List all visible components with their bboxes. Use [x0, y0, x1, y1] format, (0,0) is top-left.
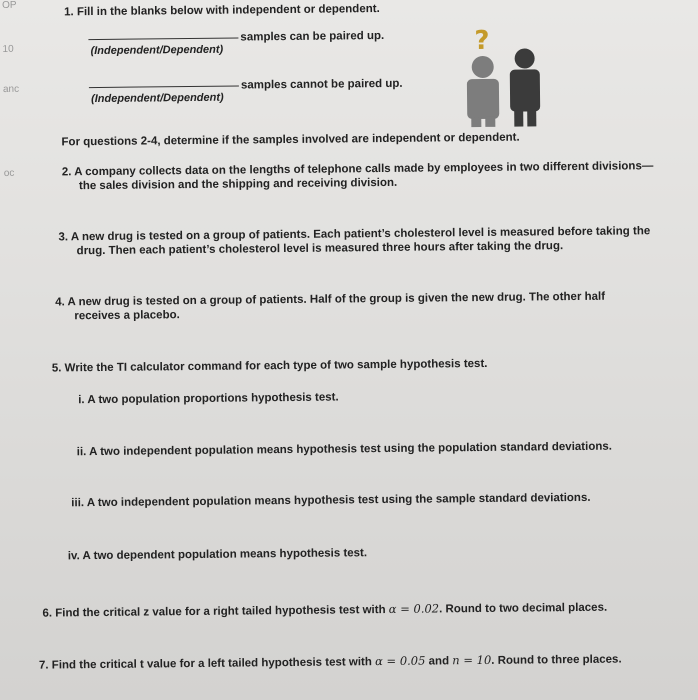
question-1-prompt: 1. Fill in the blanks below with independent or dependent. — [64, 3, 380, 19]
question-4-line1: 4. A new drug is tested on a group of patients. Half of the group is given the new drug. The other half — [55, 290, 606, 309]
question-2-line1: 2. A company collects data on the lengths of telephone calls made by employees in two different divisions— — [61, 160, 654, 179]
question-7-text: 7. Find the critical t value for a left tailed hypothesis test with — [38, 656, 372, 672]
q1-row1-text: samples can be paired up. — [240, 29, 385, 44]
q1-row1-hint: (Independent/Dependent) — [90, 43, 224, 58]
question-6-text: 6. Find the critical z value for a right tailed hypothesis test with — [42, 603, 386, 620]
question-5-item-iv: iv. A two dependent population means hypothesis test. — [67, 547, 368, 563]
answer-blank-1[interactable] — [88, 38, 238, 41]
question-5-item-ii: ii. A two independent population means hypothesis test using the population standard deviations. — [76, 440, 612, 459]
question-5-prompt: 5. Write the TI calculator command for each type of two sample hypothesis test. — [51, 357, 488, 375]
two-people-question-icon — [452, 28, 553, 129]
margin-fragment: oc — [3, 167, 15, 179]
margin-fragment: anc — [2, 83, 20, 95]
section-intro: For questions 2-4, determine if the samples involved are independent or dependent. — [61, 131, 520, 149]
q1-row2-hint: (Independent/Dependent) — [90, 91, 224, 106]
question-6-tail: . Round to two decimal places. — [439, 601, 608, 616]
q1-row2-text: samples cannot be paired up. — [240, 77, 403, 92]
question-2-line2: the sales division and the shipping and receiving division. — [78, 176, 398, 193]
question-7-tail: . Round to three places. — [491, 653, 622, 667]
question-5-item-iii: iii. A two independent population means hypothesis test using the sample standard deviations. — [71, 491, 591, 510]
question-7-and: and — [428, 655, 450, 668]
margin-fragment: 10 — [2, 43, 14, 55]
question-3-line1: 3. A new drug is tested on a group of patients. Each patient’s cholesterol level is measured before taking the — [58, 225, 651, 244]
question-mark-glyph: ? — [474, 28, 490, 57]
question-5-item-i: i. A two population proportions hypothesis test. — [78, 391, 339, 407]
question-4-line2: receives a placebo. — [74, 309, 180, 323]
question-3-line2: drug. Then each patient’s cholesterol level is measured three hours after taking the drug. — [76, 240, 564, 258]
margin-fragment: OP — [1, 0, 17, 11]
sample-size-value: n = 10 — [452, 652, 492, 668]
question-6 — [42, 600, 607, 621]
answer-blank-2[interactable] — [89, 86, 239, 89]
alpha-value: α = 0.05 — [375, 653, 426, 669]
alpha-value: α = 0.02 — [388, 601, 440, 616]
question-7 — [39, 652, 622, 673]
